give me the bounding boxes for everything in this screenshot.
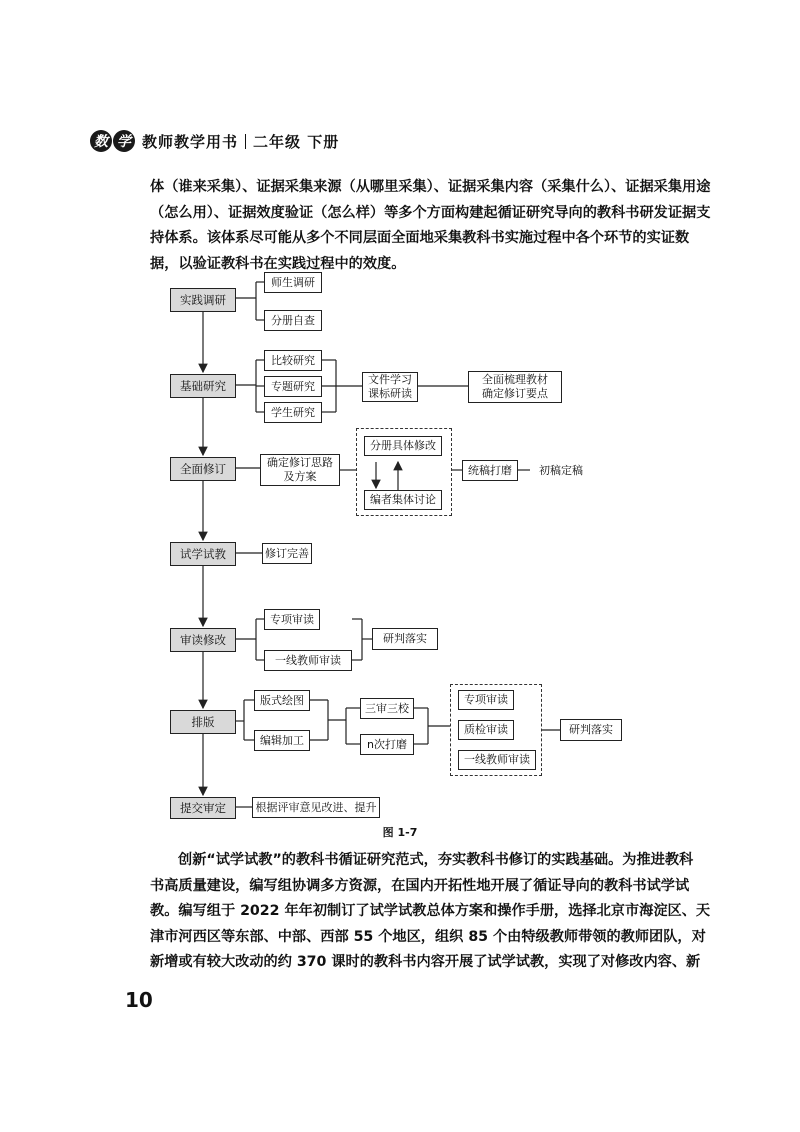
node-volume-self-check: 分册自查: [264, 310, 322, 331]
node-group-discussion: 编者集体讨论: [364, 490, 442, 510]
node-judge-implement: 研判落实: [372, 628, 438, 650]
node-special-review: 专项审读: [264, 609, 320, 630]
paragraph-line: 新增或有较大改动的约 370 课时的教科书内容开展了试学试教，实现了对修改内容、新: [150, 954, 701, 971]
node-editing: 编辑加工: [254, 730, 310, 751]
node-line: 确定修订思路: [267, 456, 333, 469]
node-quality-review: 质检审读: [458, 720, 514, 740]
paragraph-line: 津市河西区等东部、中部、西部 55 个地区，组织 85 个由特级教师带领的教师团队，对: [150, 928, 706, 945]
node-three-proof: 三审三校: [360, 698, 414, 719]
paragraph-line: 持体系。该体系尽可能从多个不同层面全面地采集教科书实施过程中各个环节的实证数: [150, 230, 690, 247]
logo-char-1: 数: [90, 130, 112, 152]
paragraph-2: [150, 848, 711, 976]
node-revise-improve: 修订完善: [262, 543, 312, 564]
paragraph-line: 书高质量建设，编写组协调多方资源，在国内开拓性地开展了循证导向的教科书试学试: [150, 877, 690, 894]
node-first-draft-final: 初稿定稿: [530, 460, 592, 481]
node-comparative-study: 比较研究: [264, 350, 322, 371]
paragraph-line: 创新“试学试教”的教科书循证研究范式，夯实教科书修订的实践基础。为推进教科: [178, 852, 694, 868]
node-line: 及方案: [283, 470, 317, 483]
node-teacher-review: 一线教师审读: [264, 650, 352, 671]
node-finalize-draft: 统稿打磨: [462, 460, 518, 481]
page-number: 10: [125, 988, 153, 1012]
grade-label: 二年级 下册: [253, 132, 340, 151]
node-line: 全面梳理教材: [482, 373, 548, 386]
node-overall-review: [468, 371, 562, 403]
node-thematic-study: 专题研究: [264, 376, 322, 397]
logo-char-2: 学: [113, 130, 135, 152]
node-n-polish: n次打磨: [360, 734, 414, 755]
step-review-revise: 审读修改: [170, 628, 236, 652]
step-trial-teaching: 试学试教: [170, 542, 236, 566]
node-line: 文件学习: [368, 373, 412, 386]
node-special-review-2: 专项审读: [458, 690, 514, 710]
paragraph-line: （怎么用）、证据效度验证（怎么样）等多个方面构建起循证研究导向的教科书研发证据支: [150, 204, 711, 221]
node-judge-implement-2: 研判落实: [560, 719, 622, 741]
step-submit-approval: 提交审定: [170, 797, 236, 819]
node-teacher-student-survey: 师生调研: [264, 272, 322, 293]
step-full-revision: 全面修订: [170, 457, 236, 481]
node-improve-by-feedback: 根据评审意见改进、提升: [252, 797, 380, 818]
node-volume-revise: 分册具体修改: [364, 436, 442, 456]
node-layout-drawing: 版式绘图: [254, 690, 310, 711]
paragraph-line: 据，以验证教科书在实践过程中的效度。: [150, 255, 406, 272]
node-document-study: [362, 372, 418, 402]
node-teacher-review-2: 一线教师审读: [458, 750, 536, 770]
node-revision-plan: [260, 454, 340, 486]
paragraph-line: 体（谁来采集）、证据采集来源（从哪里采集）、证据采集内容（采集什么）、证据采集用途: [150, 179, 711, 195]
figure-caption: 图 1-7: [382, 826, 418, 839]
step-basic-research: 基础研究: [170, 374, 236, 398]
step-practice-research: 实践调研: [170, 288, 236, 312]
node-student-study: 学生研究: [264, 402, 322, 423]
node-line: 确定修订要点: [482, 387, 548, 400]
book-title: 教师教学用书: [142, 132, 239, 151]
step-typesetting: 排版: [170, 710, 236, 734]
node-line: 课标研读: [368, 387, 412, 400]
paragraph-line: 教。编写组于 2022 年年初制订了试学试教总体方案和操作手册，选择北京市海淀区、天: [150, 903, 711, 920]
